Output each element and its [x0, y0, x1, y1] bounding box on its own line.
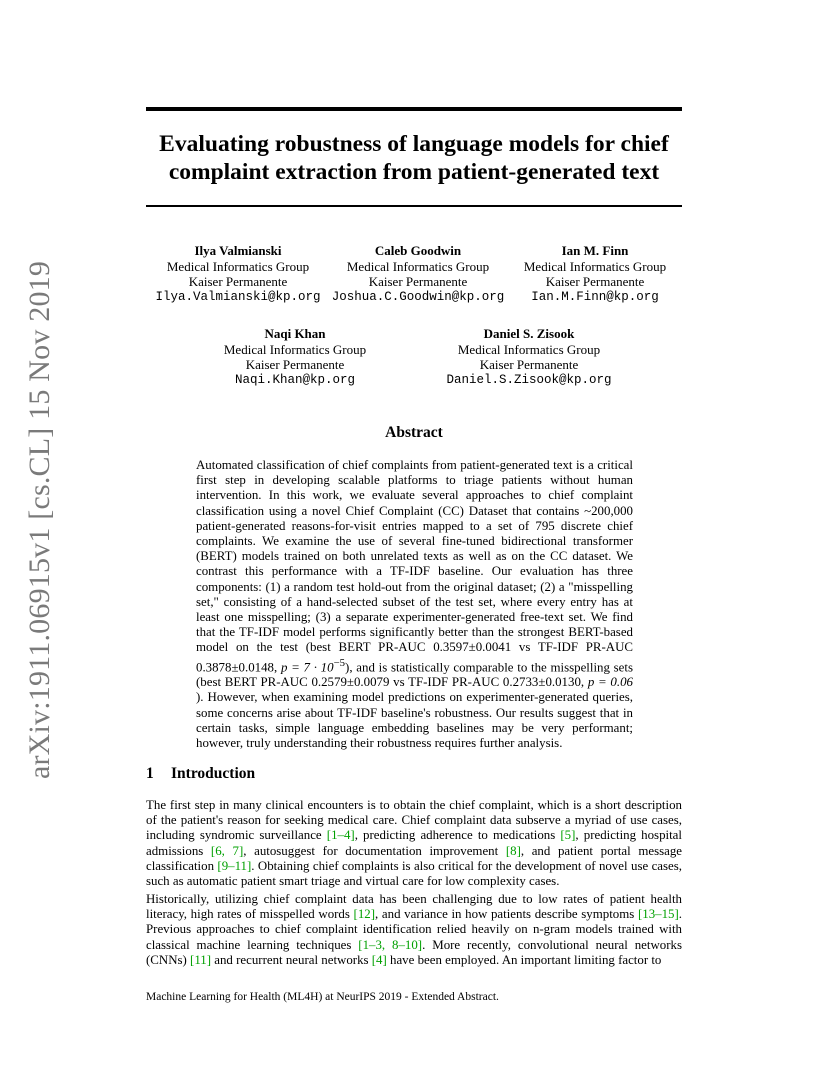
- intro-paragraph-2: [146, 892, 682, 968]
- abstract-text: ). However, when examining model predictions on experimenter-generated queries, some concerns arise about TF-IDF baseline's robustness. Our results suggest that in certain tasks, simple language embedding baselines may be very performant; however, truly understanding their robustness requires further analysis.: [196, 690, 633, 750]
- citation-link[interactable]: [4]: [371, 952, 387, 967]
- page-footer: Machine Learning for Health (ML4H) at NeurIPS 2019 - Extended Abstract.: [146, 991, 499, 1003]
- intro-paragraph-1: [146, 798, 682, 889]
- author-org: Kaiser Permanente: [368, 274, 468, 289]
- body-text: have been employed. An important limiting factor to: [386, 952, 662, 967]
- author-group: Medical Informatics Group: [523, 258, 667, 274]
- author-block: [318, 243, 518, 305]
- citation-link[interactable]: [12]: [353, 907, 376, 922]
- body-text: . Obtaining chief complaints is also critical for the development of novel use cases, such as automatic patient smart triage and virtual care for low complexity cases.: [146, 858, 682, 889]
- author-org: Kaiser Permanente: [479, 357, 579, 372]
- arxiv-stamp: [20, 260, 60, 780]
- title-bottom-rule: [146, 205, 682, 207]
- author-group: Medical Informatics Group: [166, 258, 310, 274]
- arxiv-identifier: arXiv:1911.06915v1 [cs.CL] 15 Nov 2019: [23, 260, 56, 780]
- abstract-body: [196, 458, 633, 751]
- citation-link[interactable]: [1–4]: [326, 828, 355, 843]
- author-block: [495, 243, 695, 305]
- author-name: Naqi Khan: [264, 326, 326, 341]
- author-email: Ian.M.Finn@kp.org: [531, 289, 659, 304]
- citation-link[interactable]: [11]: [190, 952, 212, 967]
- author-email: Joshua.C.Goodwin@kp.org: [331, 289, 505, 304]
- author-group: Medical Informatics Group: [346, 258, 490, 274]
- author-email: Daniel.S.Zisook@kp.org: [446, 372, 612, 387]
- title-line-2: complaint extraction from patient-generated text: [168, 159, 660, 185]
- paper-title: [146, 130, 682, 186]
- author-block: [138, 243, 338, 305]
- body-text: , predicting hospital admissions: [146, 828, 682, 858]
- title-line-1: Evaluating robustness of language models for chief: [159, 131, 669, 157]
- abstract-heading: Abstract: [385, 424, 443, 441]
- author-email: Naqi.Khan@kp.org: [234, 372, 356, 387]
- citation-link[interactable]: [8]: [505, 843, 521, 858]
- abstract-text: ), and is statistically comparable to the misspelling sets (best BERT PR-AUC 0.2579±0.0079 vs TF-IDF PR-AUC 0.2733±0.0130,: [196, 659, 633, 690]
- section-title: Introduction: [171, 765, 256, 782]
- author-org: Kaiser Permanente: [545, 274, 645, 289]
- body-text: , and patient portal message classification: [146, 843, 682, 873]
- body-text: , predicting adherence to medications: [354, 828, 561, 843]
- body-text: , autosuggest for documentation improvement: [243, 843, 506, 858]
- author-block: [195, 326, 395, 388]
- body-text: and recurrent neural networks: [211, 952, 372, 967]
- citation-link[interactable]: [13–15]: [637, 907, 679, 922]
- author-name: Ian M. Finn: [561, 243, 629, 258]
- author-name: Caleb Goodwin: [374, 243, 462, 258]
- author-org: Kaiser Permanente: [245, 357, 345, 372]
- author-org: Kaiser Permanente: [188, 274, 288, 289]
- author-name: Ilya Valmianski: [194, 243, 282, 258]
- citation-link[interactable]: [5]: [560, 828, 576, 843]
- author-block: [429, 326, 629, 388]
- author-group: Medical Informatics Group: [457, 341, 601, 357]
- body-text: . Previous approaches to chief complaint identification relied heavily on n-gram models trained with classical machine learning techniques: [146, 907, 682, 952]
- author-email: Ilya.Valmianski@kp.org: [155, 289, 321, 304]
- body-text: Historically, utilizing chief complaint data has been challenging due to low rates of patient health literacy, high rates of misspelled words: [146, 892, 682, 922]
- citation-link[interactable]: [1–3, 8–10]: [358, 937, 423, 952]
- section-heading: [146, 765, 255, 783]
- body-text: The first step in many clinical encounters is to obtain the chief complaint, which is a short description of the patient's reason for seeking medical care. Chief complaint data subserve a myriad of use cases, including syndromic surveillance: [146, 798, 682, 843]
- title-top-rule: [146, 107, 682, 111]
- author-group: Medical Informatics Group: [223, 341, 367, 357]
- p-value-exponent: −5: [333, 656, 346, 669]
- abstract-text: Automated classification of chief complaints from patient-generated text is a critical first step in developing scalable platforms to triage patients without human intervention. In this work, we evaluate several approaches to chief complaint classification using a novel Chief Complaint (CC) Dataset that contains ~200,000 patient-generated reasons-for-visit entries mapped to a set of 795 discrete chief complaints. We examine the use of several fine-tuned bidirectional transformer (BERT) models trained on both unrelated texts as well as on the CC dataset. We contrast this performance with a TF-IDF baseline. Our evaluation has three components: (1) a random test hold-out from the original dataset; (2) a "misspelling set," consisting of a hand-selected subset of the test set, where every entry has at least one misspelling; (3) a separate experimenter-generated free-text set. We find that the TF-IDF model performs significantly better than the strongest BERT-based model on the test (best BERT PR-AUC 0.3597±0.0041 vs TF-IDF PR-AUC 0.3878±0.0148,: [196, 458, 633, 674]
- body-text: , and variance in how patients describe symptoms: [375, 907, 638, 922]
- citation-link[interactable]: [6, 7]: [210, 843, 244, 858]
- citation-link[interactable]: [9–11]: [217, 858, 252, 873]
- body-text: . More recently, convolutional neural networks (CNNs): [146, 937, 682, 967]
- author-name: Daniel S. Zisook: [483, 326, 575, 341]
- p-value-2: p = 0.06: [587, 675, 633, 690]
- section-number: 1: [146, 765, 154, 782]
- p-value-1: p = 7 · 10: [280, 659, 334, 674]
